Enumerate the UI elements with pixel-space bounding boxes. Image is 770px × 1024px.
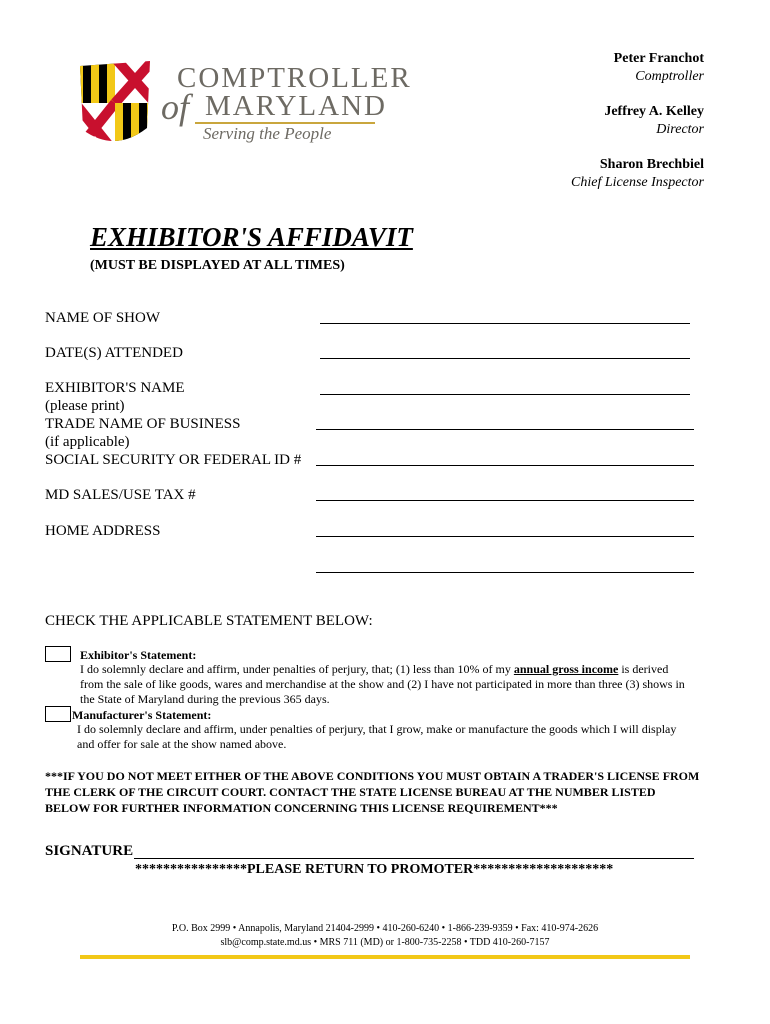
official-name: Peter Franchot <box>613 51 704 66</box>
exhibitor-statement-line1: I do solemnly declare and affirm, under penalties of perjury, that; (1) less than 10% of my annual gross income is derived <box>80 662 669 676</box>
official-title: Chief License Inspector <box>571 175 704 190</box>
return-note: ****************PLEASE RETURN TO PROMOTER******************** <box>135 862 614 877</box>
comptroller-logo <box>75 58 412 158</box>
logo-tagline: Serving the People <box>203 124 332 143</box>
maryland-flag-icon <box>75 58 155 153</box>
logo-of: of <box>161 87 190 127</box>
warning-line: THE CLERK OF THE CIRCUIT COURT. CONTACT THE STATE LICENSE BUREAU AT THE NUMBER LISTED <box>45 785 656 799</box>
official-inspector <box>571 156 704 192</box>
md-tax-label: MD SALES/USE TAX # <box>45 487 196 503</box>
name-of-show-field[interactable] <box>320 323 690 324</box>
check-heading: CHECK THE APPLICABLE STATEMENT BELOW: <box>45 613 373 629</box>
signature-label: SIGNATURE <box>45 843 134 859</box>
if-applicable-note: (if applicable) <box>45 434 130 450</box>
footer-line1: P.O. Box 2999 • Annapolis, Maryland 21404-2999 • 410-260-6240 • 1-866-239-9359 • Fax: 410-974-2626 <box>171 923 599 934</box>
logo-line1: COMPTROLLER <box>177 62 412 94</box>
trade-name-field[interactable] <box>316 429 694 430</box>
manufacturer-statement-line1: I do solemnly declare and affirm, under penalties of perjury, that I grow, make or manufacture the goods which I will display <box>77 722 677 736</box>
official-comptroller <box>571 50 704 86</box>
trade-name-label: TRADE NAME OF BUSINESS <box>45 416 241 432</box>
ssn-label: SOCIAL SECURITY OR FEDERAL ID # <box>45 452 302 468</box>
exhibitor-statement-line3: the State of Maryland during the previous 365 days. <box>80 692 330 706</box>
official-title: Director <box>656 122 704 137</box>
page-subtitle: (MUST BE DISPLAYED AT ALL TIMES) <box>90 258 345 273</box>
officials-block <box>571 50 704 209</box>
exhibitor-name-field[interactable] <box>320 394 690 395</box>
exhibitor-statement-heading: Exhibitor's Statement: <box>80 648 197 662</box>
official-name: Sharon Brechbiel <box>599 157 704 172</box>
exhibitor-name-label: EXHIBITOR'S NAME <box>45 380 185 396</box>
please-print-note: (please print) <box>45 398 125 414</box>
dates-attended-label: DATE(S) ATTENDED <box>45 345 183 361</box>
footer-divider <box>80 955 690 959</box>
official-title: Comptroller <box>635 69 704 84</box>
footer-contact <box>90 922 680 950</box>
manufacturer-statement-heading: Manufacturer's Statement: <box>72 708 212 722</box>
signature-field[interactable] <box>134 858 694 859</box>
warning-line: BELOW FOR FURTHER INFORMATION CONCERNING THIS LICENSE REQUIREMENT*** <box>45 801 558 815</box>
official-director <box>571 103 704 139</box>
license-warning <box>45 768 745 816</box>
manufacturer-statement-checkbox[interactable] <box>45 706 71 722</box>
exhibitor-statement-line2: from the sale of like goods, wares and merchandise at the show and (2) I have not participated in more than three (3) shows in <box>80 677 685 691</box>
logo-line2: MARYLAND <box>205 90 387 122</box>
manufacturer-statement-line2: and offer for sale at the show named above. <box>77 737 287 751</box>
ssn-field[interactable] <box>316 465 694 466</box>
name-of-show-label: NAME OF SHOW <box>45 310 161 326</box>
md-tax-field[interactable] <box>316 500 694 501</box>
official-name: Jeffrey A. Kelley <box>604 104 704 119</box>
dates-attended-field[interactable] <box>320 358 690 359</box>
home-address-field-1[interactable] <box>316 536 694 537</box>
exhibitor-statement-checkbox[interactable] <box>45 646 71 662</box>
home-address-field-2[interactable] <box>316 572 694 573</box>
footer-line2: slb@comp.state.md.us • MRS 711 (MD) or 1-800-735-2258 • TDD 410-260-7157 <box>220 937 550 948</box>
home-address-label: HOME ADDRESS <box>45 523 161 539</box>
warning-line: ***IF YOU DO NOT MEET EITHER OF THE ABOVE CONDITIONS YOU MUST OBTAIN A TRADER'S LICENSE FROM <box>45 769 700 783</box>
page-title: EXHIBITOR'S AFFIDAVIT <box>90 222 413 252</box>
